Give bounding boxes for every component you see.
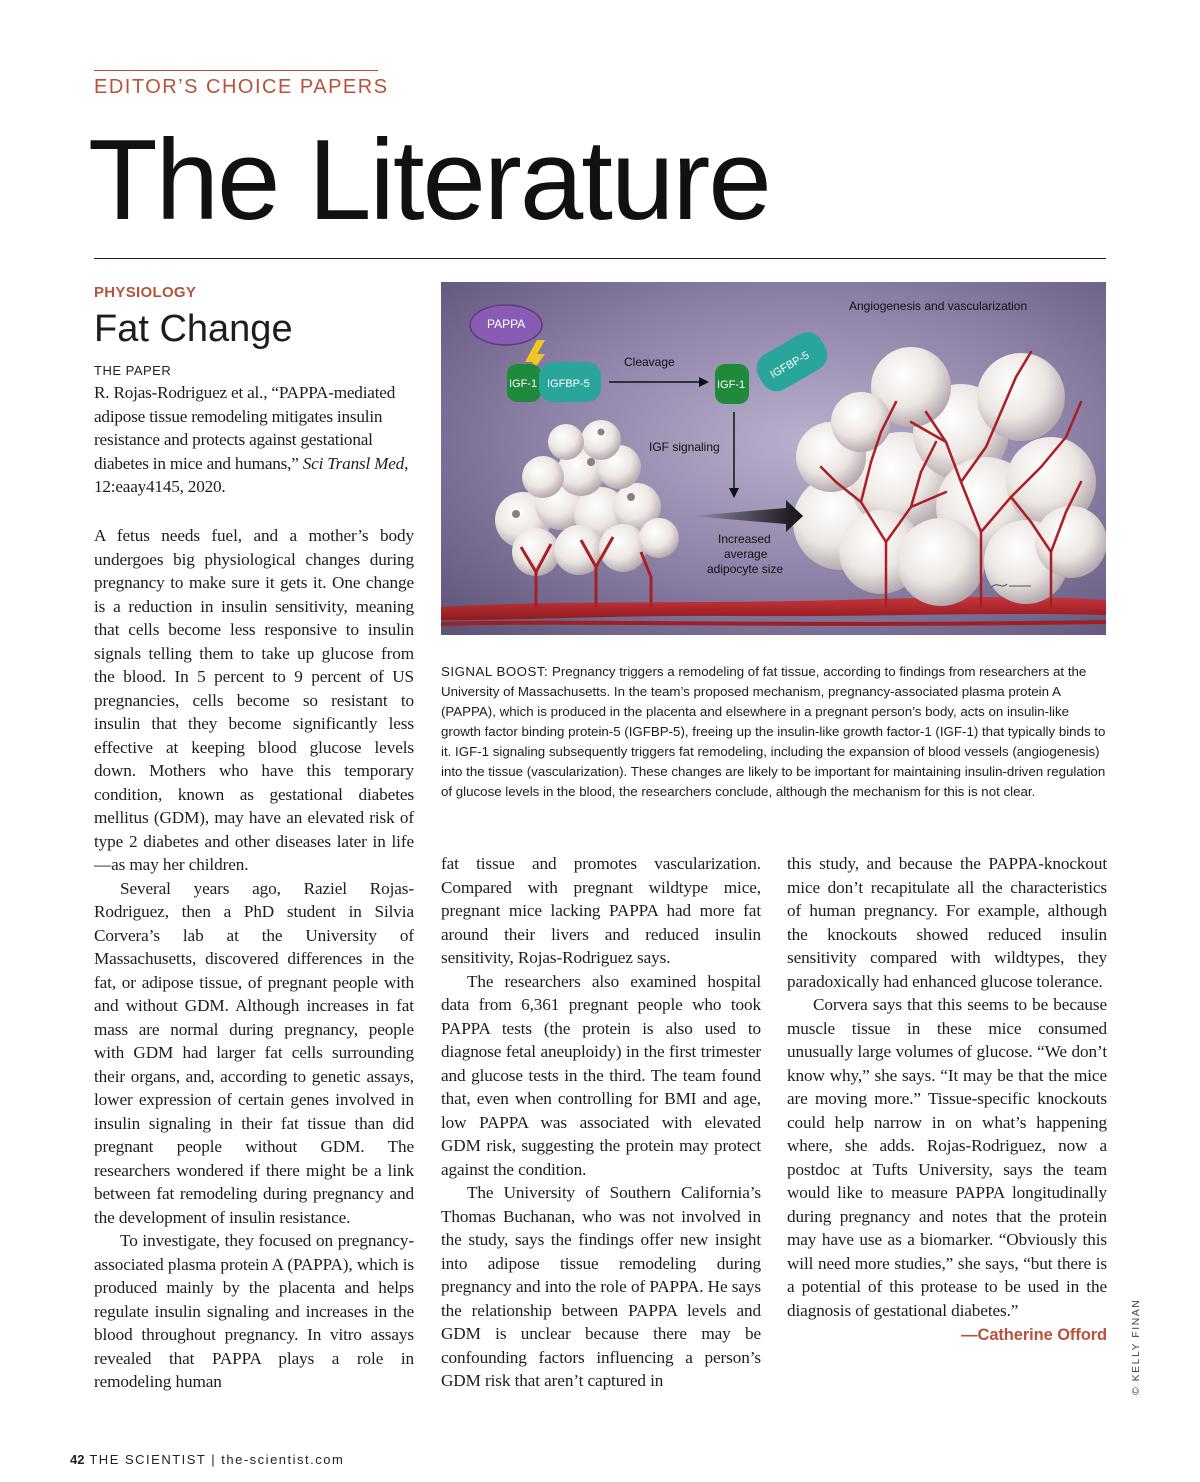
paragraph: The University of Southern California’s Thomas Buchanan, who was not involved in the study, says the findings offer new insight into adipose tissue remodeling during pregnancy and into the role of PAPPA. He says the relationship between PAPPA levels and GDM is unclear because there may be confounding factors influencing a person’s GDM risk that aren’t captured in [441,1183,761,1390]
igfbp5-label: IGFBP-5 [768,349,812,382]
cleavage-label: Cleavage [624,355,675,369]
increased-label: Increased [718,532,771,546]
igf1-label: IGF-1 [509,378,538,390]
igfbp5-label: IGFBP-5 [547,378,590,390]
footer-separator: | [211,1452,217,1467]
magazine-name: THE SCIENTIST [89,1452,207,1467]
paragraph: To investigate, they focused on pregnancy-associated plasma protein A (PAPPA), which is produced mainly by the placenta and helps regulate insulin signaling and increases in the blood throughout pregnancy. In vitro assays revealed that PAPPA plays a role in remodeling human [94,1231,414,1391]
adipocyte-size-label: adipocyte size [707,562,784,576]
photo-credit: © KELLY FINAN [1130,1298,1142,1395]
kicker: EDITOR’S CHOICE PAPERS [94,76,389,98]
citation-end: , 12:eaay4145, 2020. [94,453,409,496]
title-rule [94,258,1106,259]
caption-label: SIGNAL BOOST: [441,664,549,679]
caption-text: Pregnancy triggers a remodeling of fat tissue, according to findings from researchers at the University of Massachusetts. In the team’s proposed mechanism, pregnancy-associated plasma protein A (PAPPA), which is produced in the placenta and elsewhere in a pregnant person’s body, acts on insulin-like growth factor binding protein-5 (IGFBP-5), freeing up the insulin-like growth factor-1 (IGF-1) that typically binds to it. IGF-1 signaling subsequently triggers fat remodeling, including the expansion of blood vessels (angiogenesis) into the tissue (vascularization). These changes are likely to be important for maintaining insulin-driven regulation of glucose levels in the blood, the researchers conclude, although the mechanism for this is not clear. [441,664,1106,799]
kicker-rule [94,70,378,71]
paragraph: A fetus needs fuel, and a mother’s body undergoes big physiological changes during pregnancy to make sure it gets it. One change is a reduction in insulin sensitivity, meaning that cells become less responsive to insulin signals telling them to take up glucose from the blood. In 5 percent to 9 percent of US pregnancies, cells become so resistant to insulin that they become significantly less effective at keeping blood glucose levels down. Mothers who have this temporary condition, known as gestational diabetes mellitus (GDM), may have an elevated risk of type 2 diabetes and other diseases later in life—as may her children. [94,526,414,874]
paragraph: The researchers also examined hospital data from 6,361 pregnant people who took PAPPA tests (the protein is also used to diagnose fetal aneuploidy) in the first trimester and glucose tests in the third. The team found that, even when controlling for BMI and age, low PAPPA was associated with elevated GDM risk, suggesting the protein may protect against the condition. [441,971,761,1179]
pappa-label: PAPPA [487,317,526,331]
body-column-1 [94,524,414,1394]
page-footer [70,1452,344,1467]
igf-signaling-label: IGF signaling [649,440,720,454]
page-number: 42 [70,1452,85,1467]
angiogenesis-label: Angiogenesis and vascularization [849,299,1028,313]
citation [94,381,414,499]
citation-main: R. Rojas-Rodriguez et al., “PAPPA-mediated adipose tissue remodeling mitigates insulin resistance and protects against gestational diabetes in mice and humans,” [94,383,396,473]
citation-journal: Sci Transl Med [302,453,405,473]
paper-label: THE PAPER [94,363,172,378]
section-label: PHYSIOLOGY [94,284,197,301]
average-label: average [724,547,768,561]
paragraph: Corvera says that this seems to be because muscle tissue in these mice consumed unusually large volumes of glucose. “We don’t know why,” she says. “It may be that the mice are moving more.” Tissue-specific knockouts could help narrow in on what’s happening where, she adds. Rojas-Rodriguez, now a postdoc at Tufts University, says the team would like to measure PAPPA longitudinally during pregnancy and notes that the protein may have use as a biomarker. “Obviously this will need more studies,” she says, “but there is a potential of this protease to be used in the diagnosis of gestational diabetes.” [787,995,1107,1320]
body-column-2 [441,852,761,1393]
paragraph: Several years ago, Raziel Rojas-Rodriguez, then a PhD student in Silvia Corvera’s lab at the University of Massachusetts, discovered differences in the fat, or adipose tissue, of pregnant people with and without GDM. Although increases in fat mass are normal during pregnancy, people with GDM had larger fat cells surrounding their organs, and, according to genetic assays, lower expression of certain genes involved in insulin signaling in their fat tissue than did pregnant people without GDM. The researchers wondered if there might be a link between fat remodeling during pregnancy and the development of insulin resistance. [94,878,414,1227]
paragraph: fat tissue and promotes vascularization. Compared with pregnant wildtype mice, pregnant mice lacking PAPPA had more fat around their livers and reduced insulin sensitivity, Rojas-Rodriguez says. [441,854,761,967]
body-column-3 [787,852,1107,1348]
page-title: The Literature [88,117,770,244]
figure-illustration [441,282,1106,635]
blood-vessel-shape [441,622,1106,624]
figure-caption [441,662,1106,802]
footer-url[interactable]: the-scientist.com [221,1452,345,1467]
article-headline: Fat Change [94,308,293,350]
igf1-label: IGF-1 [717,379,746,391]
author-byline: —Catherine Offord [961,1326,1107,1344]
paragraph: this study, and because the PAPPA-knockout mice don’t recapitulate all the characteristics of human pregnancy. For example, although the knockouts showed reduced insulin sensitivity compared with wildtypes, they paradoxically had enhanced glucose tolerance. [787,854,1107,991]
illustration-svg [441,282,1106,635]
